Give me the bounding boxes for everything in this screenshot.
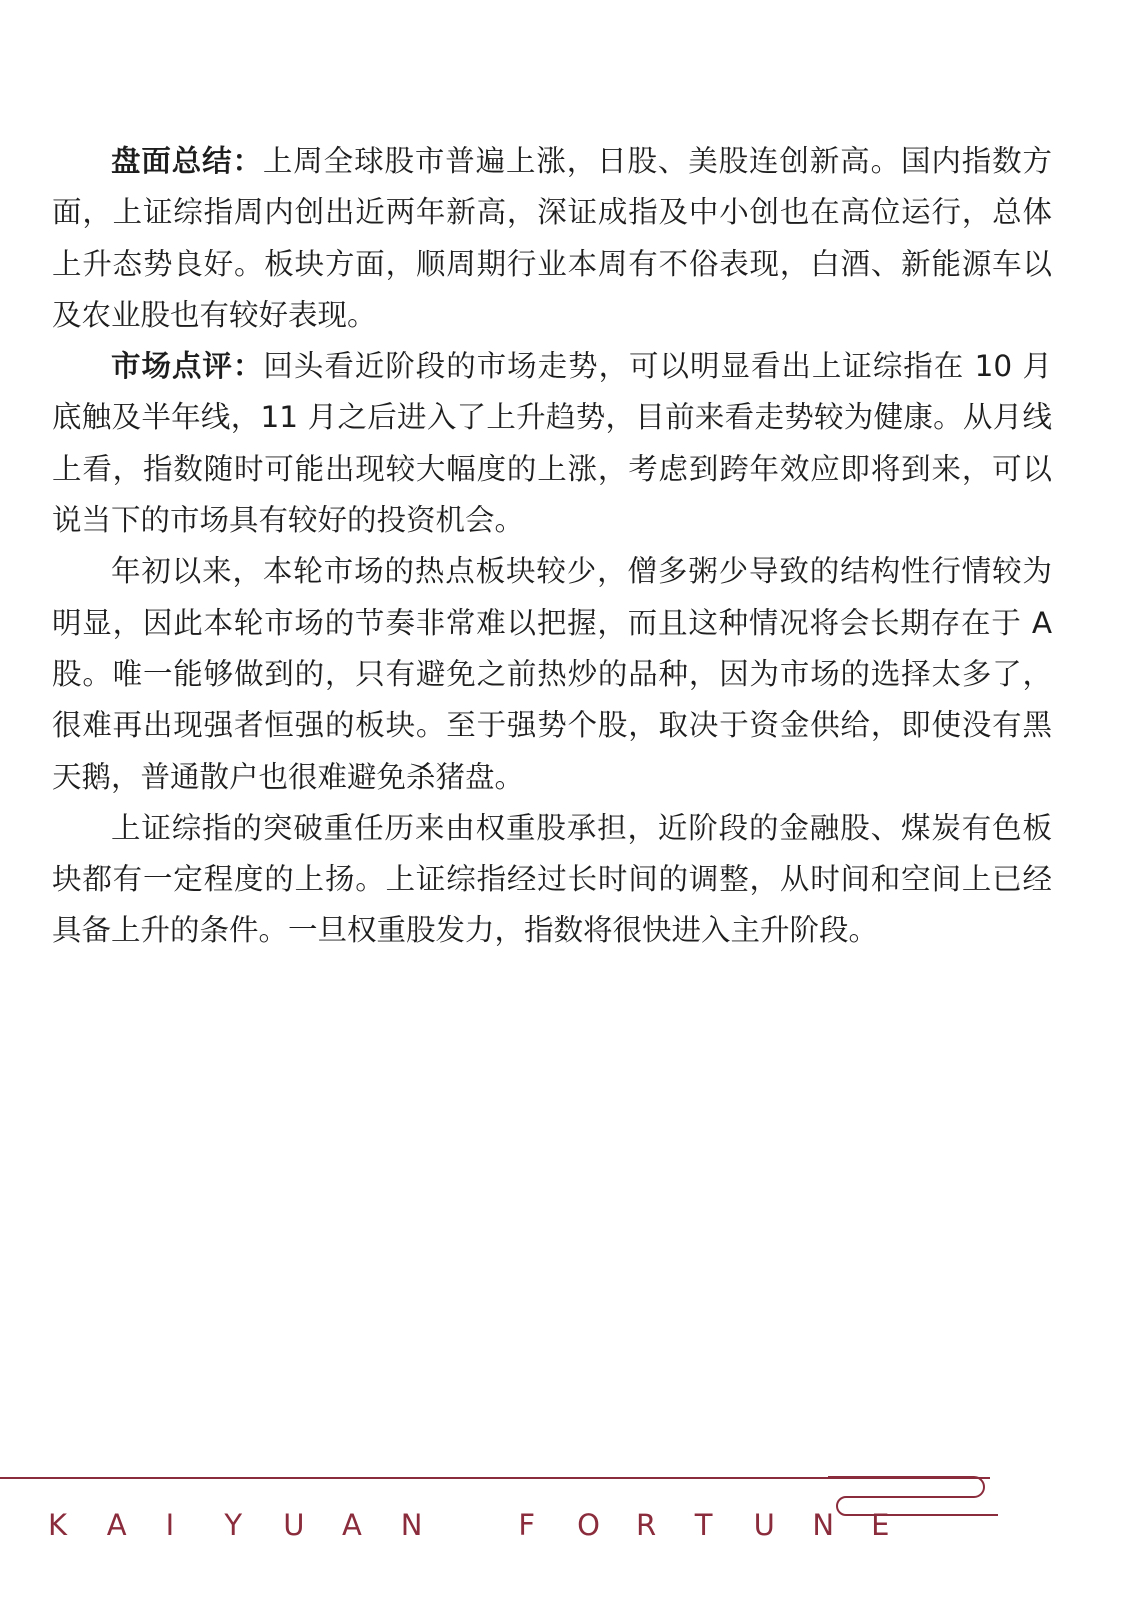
paragraph-hot-sectors (52, 546, 1052, 802)
footer-brand-letter: N (400, 1508, 423, 1542)
article-body (52, 136, 1052, 957)
footer-brand-letter: I (165, 1508, 175, 1542)
footer-brand (48, 1508, 930, 1542)
footer-brand-letter: T (694, 1508, 713, 1542)
paragraph-text: 回头看近阶段的市场走势，可以明显看出上证综指在 10 月底触及半年线，11 月之后进入了上升趋势，目前来看走势较为健康。从月线上看，指数随时可能出现较大幅度的上涨，考虑到跨年效应即将到来，可以说当下的市场具有较好的投资机会。 (52, 349, 1052, 538)
paragraph-text: 上证综指的突破重任历来由权重股承担，近阶段的金融股、煤炭有色板块都有一定程度的上扬。上证综指经过长时间的调整，从时间和空间上已经具备上升的条件。一旦权重股发力，指数将很快进入主升阶段。 (52, 810, 1052, 948)
footer-brand-letter: E (871, 1508, 890, 1542)
footer-brand-letter: A (106, 1508, 127, 1542)
footer-brand-letter: K (48, 1508, 68, 1542)
footer-brand-letter: F (518, 1508, 536, 1542)
paragraph-lead: 市场点评： (111, 349, 264, 384)
paragraph-market-summary (52, 136, 1052, 341)
footer-brand-letter: U (283, 1508, 305, 1542)
footer-brand-letter: O (577, 1508, 600, 1542)
footer-brand-letter: R (635, 1508, 657, 1542)
paragraph-lead: 盘面总结： (111, 144, 263, 178)
footer-brand-letter: U (753, 1508, 775, 1542)
paragraph-market-review (52, 341, 1052, 546)
footer-brand-letter: A (341, 1508, 362, 1542)
footer-brand-letter: N (812, 1508, 835, 1542)
paragraph-weighted-stocks (52, 803, 1052, 957)
paragraph-text: 上周全球股市普遍上涨，日股、美股连创新高。国内指数方面，上证综指周内创出近两年新高，深证成指及中小创也在高位运行，总体上升态势良好。板块方面，顺周期行业本周有不俗表现，白酒、新能源车以及农业股也有较好表现。 (52, 144, 1052, 332)
footer-brand-letter: Y (224, 1508, 243, 1542)
paragraph-text: 年初以来，本轮市场的热点板块较少，僧多粥少导致的结构性行情较为明显，因此本轮市场的节奏非常难以把握，而且这种情况将会长期存在于 A 股。唯一能够做到的，只有避免之前热炒的品种，因为市场的选择太多了，很难再出现强者恒强的板块。至于强势个股，取决于资金供给，即使没有黑天鹅，普通散户也很难避免杀猪盘。 (52, 554, 1052, 794)
